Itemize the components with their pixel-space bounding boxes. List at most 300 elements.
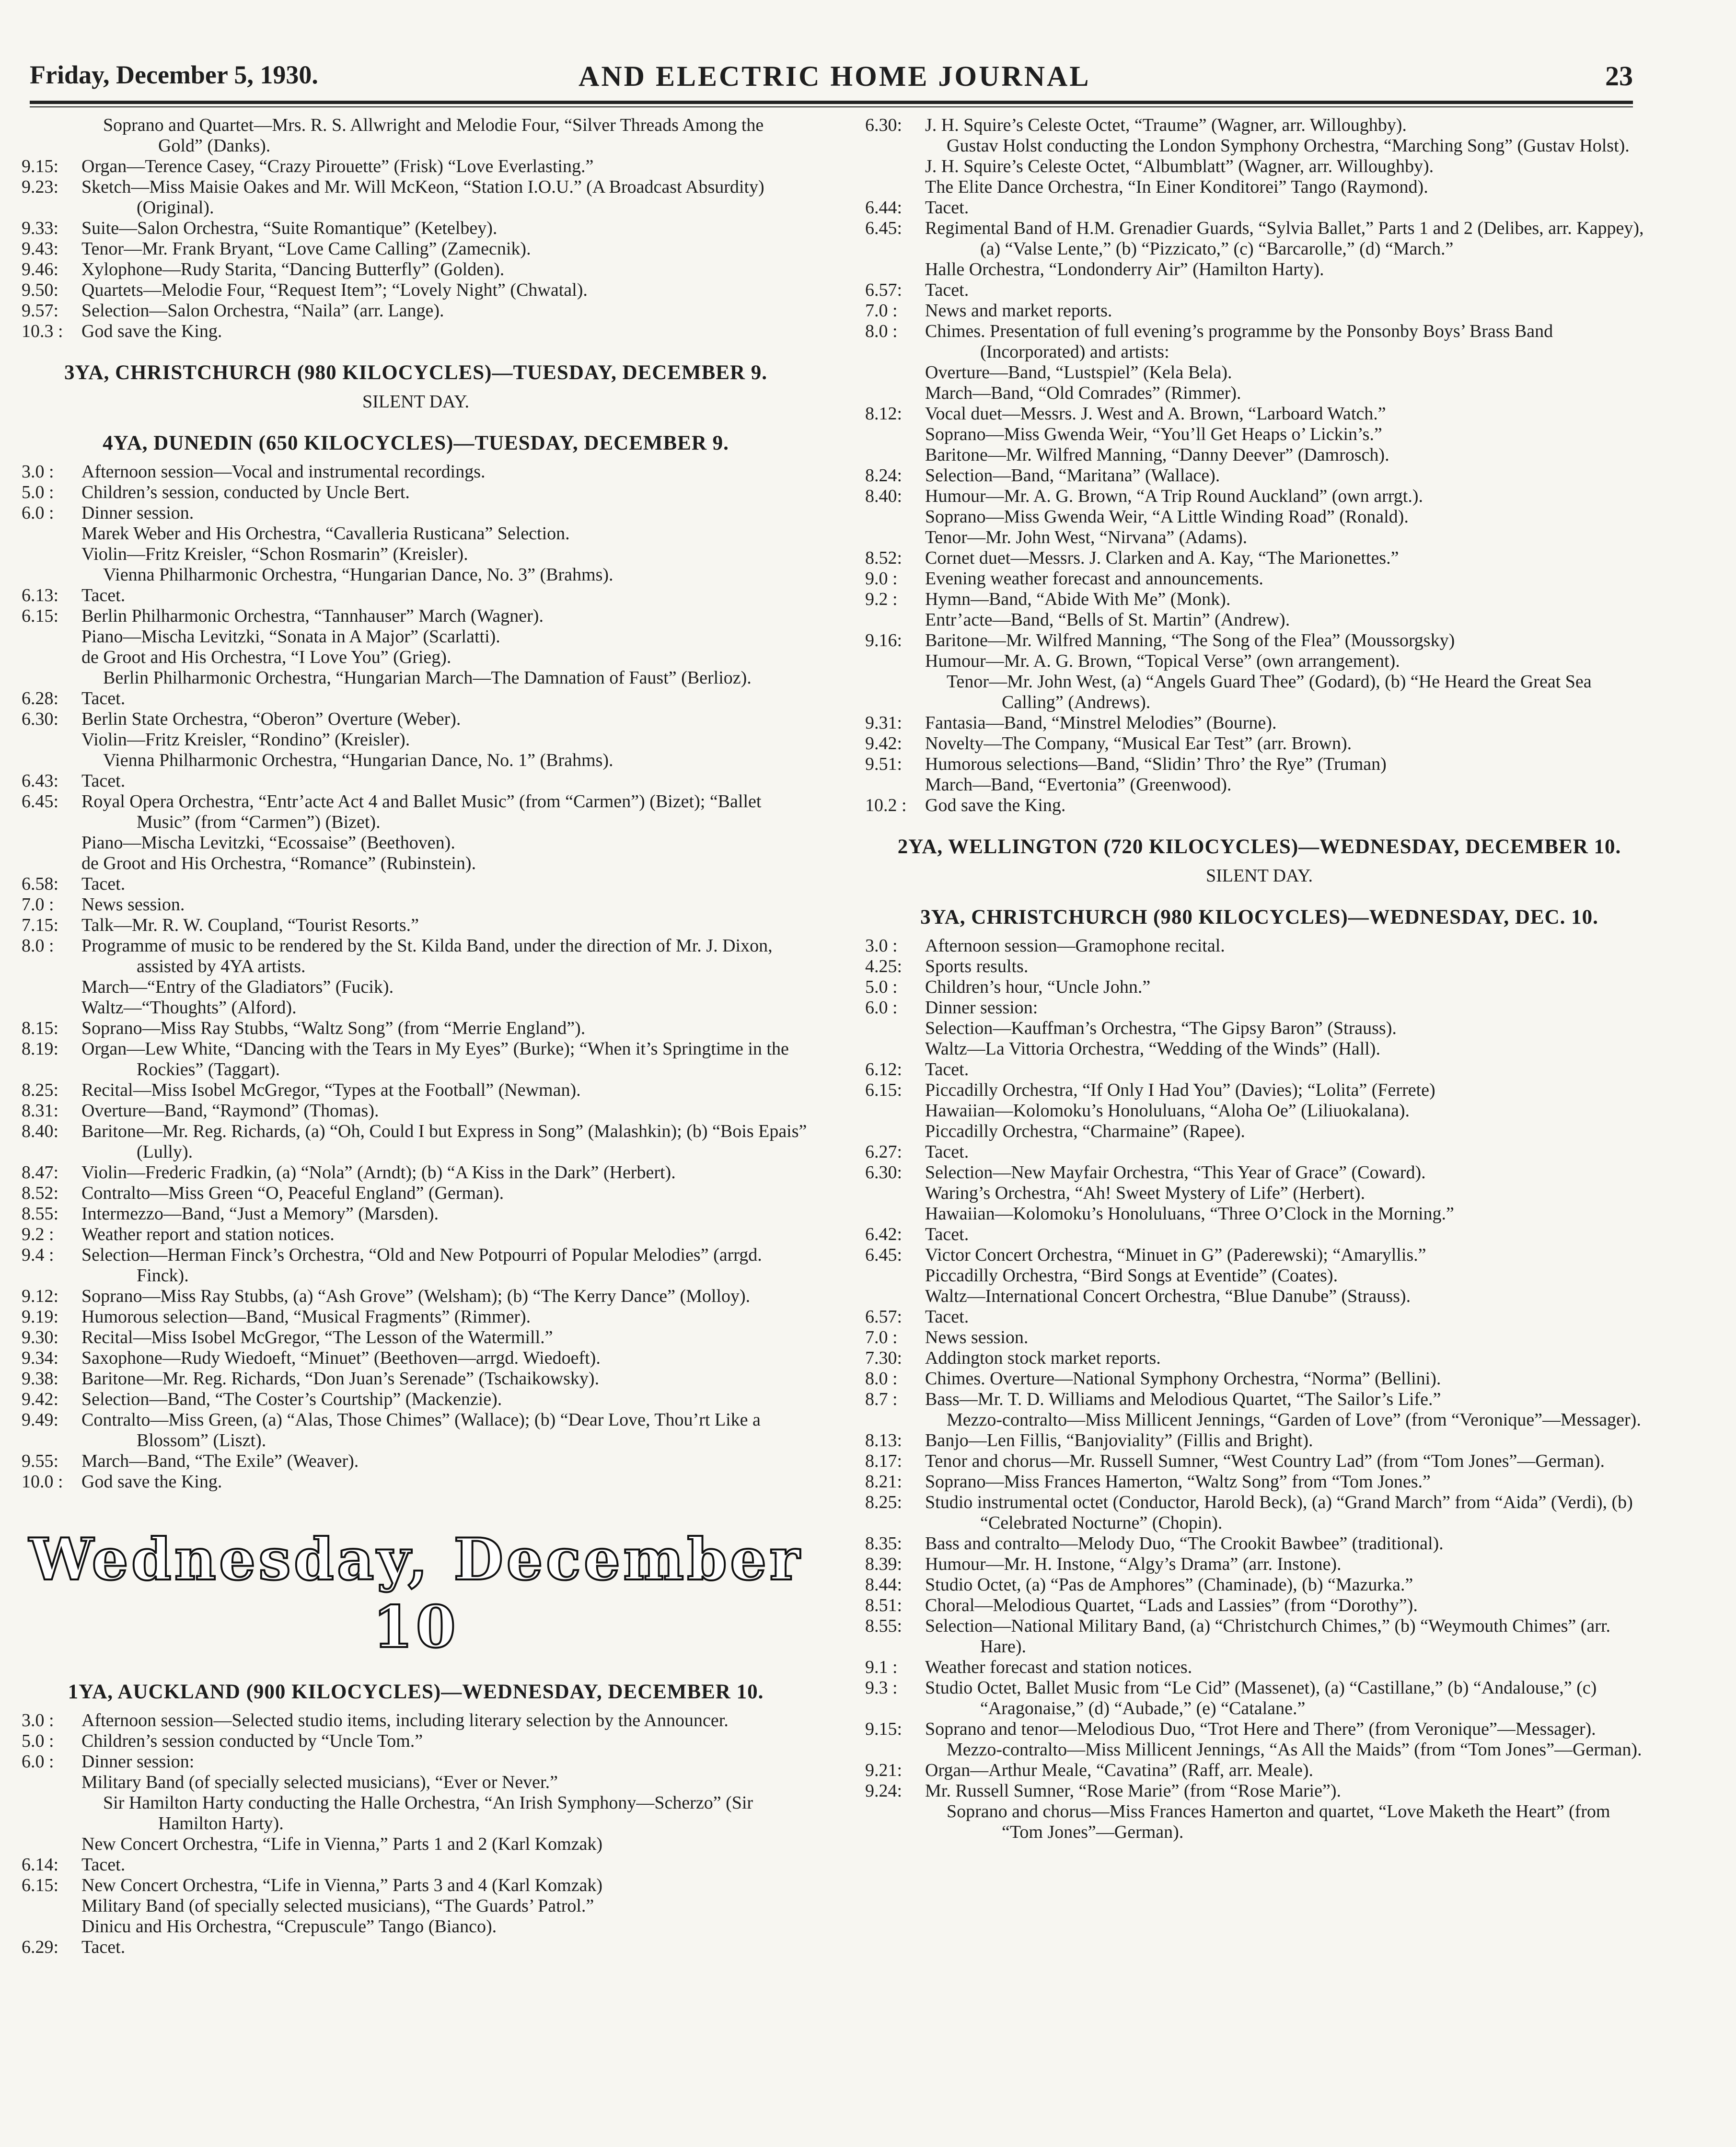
- programme-entry: [22, 177, 810, 218]
- entry-description: Xylophone—Rudy Starita, “Dancing Butterfly” (Golden).: [81, 259, 505, 279]
- entry-time: 9.2 :: [865, 589, 898, 609]
- programme-entry: [22, 156, 810, 177]
- programme-entry: [22, 239, 810, 259]
- entry-description: Tacet.: [81, 1855, 126, 1875]
- entry-time: [865, 1204, 925, 1224]
- entry-time: [865, 362, 925, 383]
- programme-entry: [22, 1410, 810, 1451]
- programme-entry: [865, 1183, 1654, 1204]
- programme-entry: [22, 1224, 810, 1245]
- programme-entry: [865, 1307, 1654, 1327]
- programme-entry: [865, 1781, 1654, 1801]
- programme-entry: [22, 482, 810, 503]
- entry-time: [865, 1183, 925, 1204]
- entry-time: 9.2 :: [22, 1224, 54, 1244]
- entry-time: 6.15:: [865, 1080, 903, 1100]
- silent-day-notice: SILENT DAY.: [1205, 866, 1313, 886]
- entry-description: New Concert Orchestra, “Life in Vienna,” Parts 3 and 4 (Karl Komzak): [81, 1875, 603, 1895]
- programme-entry: [865, 1059, 1654, 1080]
- programme-entry: [865, 1533, 1654, 1554]
- entry-time: [865, 156, 925, 177]
- entry-description: Tacet.: [925, 1059, 969, 1079]
- programme-entry: [865, 1018, 1654, 1039]
- programme-entry: [865, 610, 1654, 630]
- programme-entry: [865, 1678, 1654, 1719]
- programme-entry: [22, 1834, 810, 1855]
- programme-entry: [865, 754, 1654, 775]
- programme-entry: [22, 1018, 810, 1039]
- entry-time: 9.42:: [865, 733, 903, 754]
- entry-description: Soprano—Miss Frances Hamerton, “Waltz Song” from “Tom Jones.”: [925, 1472, 1431, 1492]
- programme-entry: [865, 956, 1654, 977]
- entry-description: Weather forecast and station notices.: [925, 1657, 1192, 1677]
- entry-time: [865, 383, 925, 404]
- entry-time: [865, 507, 925, 527]
- station-heading: 4YA, DUNEDIN (650 KILOCYCLES)—TUESDAY, DECEMBER 9.: [103, 432, 729, 454]
- entry-time: 9.43:: [22, 239, 59, 259]
- entry-description: Dinner session:: [81, 1752, 195, 1772]
- entry-description: Studio Octet, Ballet Music from “Le Cid” (Massenet), (a) “Castillane,” (b) “Andalouse,” (c) “Aragonaise,” (d) “Aubade,” (e) “Catalane.”: [925, 1678, 1597, 1718]
- entry-description: Soprano and Quartet—Mrs. R. S. Allwright and Melodie Four, “Silver Threads Among the Gold” (Danks).: [103, 115, 764, 156]
- programme-entry: [865, 1595, 1654, 1616]
- entry-description: Hymn—Band, “Abide With Me” (Monk).: [925, 589, 1231, 609]
- programme-entry: [865, 589, 1654, 610]
- entry-time: 6.15:: [22, 606, 59, 626]
- entry-time: 8.13:: [865, 1430, 903, 1451]
- entry-time: 8.40:: [865, 486, 903, 506]
- programme-entry: [22, 1752, 810, 1772]
- entry-time: 6.0 :: [865, 998, 898, 1018]
- programme-entry: [865, 424, 1654, 445]
- entry-time: 5.0 :: [22, 482, 54, 502]
- programme-entry: [865, 630, 1654, 651]
- programme-entry: [22, 218, 810, 239]
- entry-description: Overture—Band, “Raymond” (Thomas).: [81, 1101, 379, 1121]
- entry-description: Children’s hour, “Uncle John.”: [925, 977, 1151, 997]
- programme-entry: [865, 383, 1654, 404]
- entry-description: Cornet duet—Messrs. J. Clarken and A. Kay, “The Marionettes.”: [925, 548, 1399, 568]
- entry-time: 6.12:: [865, 1059, 903, 1079]
- entry-description: Baritone—Mr. Reg. Richards, “Don Juan’s Serenade” (Tschaikowsky).: [81, 1369, 600, 1389]
- entry-description: Baritone—Mr. Wilfred Manning, “The Song of the Flea” (Moussorgsky): [925, 630, 1455, 650]
- entry-description: Piccadilly Orchestra, “If Only I Had You” (Davies); “Lolita” (Ferrete): [925, 1080, 1435, 1100]
- programme-entry: [22, 894, 810, 915]
- entry-time: [865, 424, 925, 445]
- programme-entry: [865, 301, 1654, 321]
- programme-entry: [22, 1389, 810, 1410]
- entry-time: 9.49:: [22, 1410, 59, 1430]
- entry-description: Tacet.: [925, 1142, 969, 1162]
- programme-entry: [865, 1204, 1654, 1224]
- entry-description: Waltz—La Vittoria Orchestra, “Wedding of the Winds” (Hall).: [925, 1039, 1380, 1059]
- entry-description: Talk—Mr. R. W. Coupland, “Tourist Resorts.”: [81, 915, 419, 935]
- entry-time: 6.45:: [865, 1245, 903, 1265]
- programme-entry: [865, 713, 1654, 733]
- programme-entry: [865, 1245, 1654, 1265]
- entry-description: News session.: [81, 894, 185, 915]
- programme-entry: [22, 915, 810, 936]
- programme-entry: [865, 1162, 1654, 1183]
- programme-entry: [865, 507, 1654, 527]
- programme-entry: [865, 1142, 1654, 1162]
- station-heading: 3YA, CHRISTCHURCH (980 KILOCYCLES)—WEDNESDAY, DEC. 10.: [920, 906, 1598, 928]
- entry-time: 5.0 :: [22, 1731, 54, 1751]
- header-rule: [30, 101, 1633, 104]
- entry-time: 9.4 :: [22, 1245, 54, 1265]
- entry-time: 6.27:: [865, 1142, 903, 1162]
- programme-entry: [22, 565, 810, 585]
- programme-entry: [22, 1710, 810, 1731]
- entry-time: 8.55:: [22, 1204, 59, 1224]
- programme-entry: [22, 1937, 810, 1958]
- entry-description: Selection—Band, “The Coster’s Courtship” (Mackenzie).: [81, 1389, 502, 1409]
- entry-description: Tenor—Mr. Frank Bryant, “Love Came Calling” (Zamecnik).: [81, 239, 531, 259]
- programme-entry: [22, 259, 810, 280]
- entry-description: Military Band (of specially selected musicians), “Ever or Never.”: [81, 1772, 558, 1792]
- entry-time: 9.38:: [22, 1369, 59, 1389]
- entry-description: Selection—Herman Finck’s Orchestra, “Old and New Potpourri of Popular Melodies” (arrgd. Finck).: [81, 1245, 762, 1286]
- programme-entry: [865, 218, 1654, 259]
- programme-entry: [22, 688, 810, 709]
- programme-entry: [865, 1554, 1654, 1575]
- entry-description: Royal Opera Orchestra, “Entr’acte Act 4 and Ballet Music” (from “Carmen”) (Bizet); “Ballet Music” (from “Carmen”) (Bizet).: [81, 791, 762, 832]
- entry-time: 4.25:: [865, 956, 903, 976]
- programme-entry: [22, 1896, 810, 1916]
- entry-description: Waring’s Orchestra, “Ah! Sweet Mystery of Life” (Herbert).: [925, 1183, 1366, 1203]
- entry-time: 8.40:: [22, 1121, 59, 1141]
- entry-description: Organ—Arthur Meale, “Cavatina” (Raff, arr. Meale).: [925, 1760, 1313, 1780]
- entry-description: Sports results.: [925, 956, 1029, 976]
- programme-entry: [22, 1327, 810, 1348]
- entry-time: 7.0 :: [865, 1327, 898, 1347]
- entry-description: Weather report and station notices.: [81, 1224, 335, 1244]
- entry-description: Humorous selections—Band, “Slidin’ Thro’ the Rye” (Truman): [925, 754, 1387, 774]
- entry-time: [22, 115, 81, 156]
- programme-entry: [22, 1162, 810, 1183]
- entry-description: Bass—Mr. T. D. Williams and Melodious Quartet, “The Sailor’s Life.”: [925, 1389, 1441, 1409]
- entry-time: 9.16:: [865, 630, 903, 650]
- entry-time: [865, 1101, 925, 1121]
- entry-time: [865, 1265, 925, 1286]
- entry-description: Vienna Philharmonic Orchestra, “Hungarian Dance, No. 3” (Brahms).: [103, 565, 613, 585]
- entry-description: Violin—Fritz Kreisler, “Rondino” (Kreisler).: [81, 730, 410, 750]
- entry-time: 7.30:: [865, 1348, 903, 1368]
- programme-entry: [865, 465, 1654, 486]
- entry-time: [22, 833, 81, 853]
- entry-description: Afternoon session—Vocal and instrumental recordings.: [81, 462, 486, 482]
- programme-entry: [22, 1731, 810, 1752]
- programme-entry: [22, 1080, 810, 1101]
- entry-time: 8.35:: [865, 1533, 903, 1554]
- entry-description: God save the King.: [81, 321, 222, 341]
- entry-time: 9.50:: [22, 280, 59, 300]
- programme-entry: [865, 548, 1654, 569]
- entry-time: 9.15:: [22, 156, 59, 176]
- programme-entry: [865, 259, 1654, 280]
- entry-description: Tenor—Mr. John West, (a) “Angels Guard Thee” (Godard), (b) “He Heard the Great Sea Calling” (Andrews).: [947, 672, 1592, 712]
- entry-time: [22, 544, 81, 565]
- entry-time: 8.25:: [22, 1080, 59, 1100]
- entry-description: Selection—Band, “Maritana” (Wallace).: [925, 465, 1220, 486]
- programme-entry: [22, 647, 810, 668]
- programme-entry: [22, 750, 810, 771]
- programme-entry: [865, 672, 1654, 713]
- entry-time: 8.44:: [865, 1575, 903, 1595]
- programme-entry: [22, 1039, 810, 1080]
- entry-description: Soprano and chorus—Miss Frances Hamerton and quartet, “Love Maketh the Heart” (from “Tom Jones”—German).: [947, 1801, 1610, 1842]
- entry-time: [865, 259, 925, 280]
- programme-entry: [865, 197, 1654, 218]
- page-header: [30, 60, 1633, 98]
- entry-description: Soprano—Miss Ray Stubbs, (a) “Ash Grove” (Welsham); (b) “The Kerry Dance” (Molloy).: [81, 1286, 751, 1306]
- entry-description: Piccadilly Orchestra, “Charmaine” (Rapee).: [925, 1121, 1245, 1141]
- programme-entry: [22, 1121, 810, 1162]
- entry-time: 9.55:: [22, 1451, 59, 1471]
- programme-entry: [22, 1286, 810, 1307]
- entry-time: [865, 445, 925, 465]
- entry-time: 9.46:: [22, 259, 59, 279]
- entry-time: [22, 627, 81, 647]
- programme-entry: [865, 527, 1654, 548]
- entry-time: 6.0 :: [22, 503, 54, 523]
- programme-entry: [865, 1080, 1654, 1101]
- programme-entry: [865, 445, 1654, 465]
- entry-description: Tacet.: [81, 874, 126, 894]
- programme-entry: [22, 853, 810, 874]
- entry-description: Baritone—Mr. Wilfred Manning, “Danny Deever” (Damrosch).: [925, 445, 1389, 465]
- entry-time: 6.45:: [865, 218, 903, 238]
- entry-description: de Groot and His Orchestra, “I Love You” (Grieg).: [81, 647, 451, 667]
- entry-description: Sir Hamilton Harty conducting the Halle Orchestra, “An Irish Symphony—Scherzo” (Sir Hamilton Harty).: [103, 1793, 753, 1834]
- entry-description: Vienna Philharmonic Orchestra, “Hungarian Dance, No. 1” (Brahms).: [103, 750, 613, 770]
- entry-time: 6.43:: [22, 771, 59, 791]
- programme-entry: [865, 1740, 1654, 1760]
- entry-description: March—Band, “Old Comrades” (Rimmer).: [925, 383, 1241, 403]
- entry-time: [865, 177, 925, 197]
- programme-entry: [865, 486, 1654, 507]
- programme-entry: [865, 115, 1654, 136]
- entry-time: 8.47:: [22, 1162, 59, 1183]
- programme-entry: [22, 791, 810, 833]
- entry-description: Berlin State Orchestra, “Oberon” Overture (Weber).: [81, 709, 461, 729]
- entry-time: [22, 1916, 81, 1937]
- entry-time: [22, 750, 81, 771]
- programme-entry: [865, 1472, 1654, 1492]
- programme-entry: [865, 1801, 1654, 1843]
- entry-time: [22, 1834, 81, 1855]
- left-column: [22, 115, 810, 1958]
- entry-description: Humour—Mr. H. Instone, “Algy’s Drama” (arr. Instone).: [925, 1554, 1342, 1574]
- entry-time: 3.0 :: [22, 462, 54, 482]
- entry-time: 7.0 :: [865, 301, 898, 321]
- programme-entry: [865, 1719, 1654, 1740]
- entry-time: [865, 1121, 925, 1142]
- programme-entry: [865, 569, 1654, 589]
- entry-time: 8.31:: [22, 1101, 59, 1121]
- entry-time: 9.23:: [22, 177, 59, 197]
- programme-entry: [22, 503, 810, 523]
- programme-entry: [22, 544, 810, 565]
- programme-entry: [22, 1451, 810, 1472]
- programme-entry: [865, 136, 1654, 156]
- programme-entry: [22, 977, 810, 998]
- entry-description: Regimental Band of H.M. Grenadier Guards, “Sylvia Ballet,” Parts 1 and 2 (Delibes, arr. Kappey), (a) “Valse Lente,” (b) “Pizzicato,” (c) “Barcarolle,” (d) “March.”: [925, 218, 1644, 259]
- entry-time: 9.3 :: [865, 1678, 898, 1698]
- entry-time: 8.0 :: [865, 1369, 898, 1389]
- station-heading: 2YA, WELLINGTON (720 KILOCYCLES)—WEDNESDAY, DECEMBER 10.: [897, 836, 1621, 858]
- entry-time: 8.15:: [22, 1018, 59, 1038]
- entry-description: Dinicu and His Orchestra, “Crepuscule” Tango (Bianco).: [81, 1916, 497, 1937]
- entry-description: Selection—National Military Band, (a) “Christchurch Chimes,” (b) “Weymouth Chimes” (arr. Hare).: [925, 1616, 1611, 1657]
- entry-description: Tacet.: [81, 1937, 126, 1957]
- entry-description: Mezzo-contralto—Miss Millicent Jennings, “Garden of Love” (from “Veronique”—Messager).: [947, 1410, 1641, 1430]
- entry-time: [22, 1772, 81, 1793]
- entry-description: Suite—Salon Orchestra, “Suite Romantique” (Ketelbey).: [81, 218, 498, 238]
- entry-time: [865, 1410, 925, 1430]
- programme-entry: [22, 321, 810, 342]
- entry-description: Entr’acte—Band, “Bells of St. Martin” (Andrew).: [925, 610, 1290, 630]
- header-rule-thin: [30, 106, 1633, 107]
- entry-description: Tenor and chorus—Mr. Russell Sumner, “West Country Lad” (from “Tom Jones”—German).: [925, 1451, 1605, 1471]
- entry-description: Quartets—Melodie Four, “Request Item”; “Lovely Night” (Chwatal).: [81, 280, 588, 300]
- entry-time: [22, 1896, 81, 1916]
- entry-time: 8.19:: [22, 1039, 59, 1059]
- entry-time: 8.0 :: [22, 936, 54, 956]
- entry-description: Children’s session conducted by “Uncle Tom.”: [81, 1731, 423, 1751]
- entry-time: 8.55:: [865, 1616, 903, 1636]
- entry-time: 8.51:: [865, 1595, 903, 1615]
- entry-description: Dinner session.: [81, 503, 194, 523]
- entry-description: God save the King.: [925, 795, 1066, 815]
- entry-time: [865, 651, 925, 672]
- entry-time: 9.51:: [865, 754, 903, 774]
- entry-description: Organ—Lew White, “Dancing with the Tears in My Eyes” (Burke); “When it’s Springtime in the Rockies” (Taggart).: [81, 1039, 789, 1079]
- programme-entry: [22, 668, 810, 688]
- entry-description: Intermezzo—Band, “Just a Memory” (Marsden).: [81, 1204, 439, 1224]
- entry-description: Piano—Mischa Levitzki, “Ecossaise” (Beethoven).: [81, 833, 455, 853]
- programme-entry: [22, 730, 810, 750]
- entry-description: Overture—Band, “Lustspiel” (Kela Bela).: [925, 362, 1232, 383]
- issue-date: Friday, December 5, 1930.: [30, 60, 318, 89]
- entry-time: 8.12:: [865, 404, 903, 424]
- entry-description: Berlin Philharmonic Orchestra, “Hungarian March—The Damnation of Faust” (Berlioz).: [103, 668, 752, 688]
- entry-time: 6.30:: [865, 1162, 903, 1183]
- programme-entry: [865, 1760, 1654, 1781]
- entry-time: 5.0 :: [865, 977, 898, 997]
- entry-time: [22, 523, 81, 544]
- entry-time: 6.58:: [22, 874, 59, 894]
- programme-entry: [22, 771, 810, 791]
- entry-description: Tacet.: [925, 197, 969, 218]
- entry-time: 9.30:: [22, 1327, 59, 1347]
- entry-description: Mezzo-contralto—Miss Millicent Jennings, “As All the Maids” (from “Tom Jones”—German).: [947, 1740, 1642, 1760]
- entry-description: Banjo—Len Fillis, “Banjoviality” (Fillis and Bright).: [925, 1430, 1313, 1451]
- entry-time: 8.21:: [865, 1472, 903, 1492]
- entry-time: [865, 1018, 925, 1039]
- entry-description: Saxophone—Rudy Wiedoeft, “Minuet” (Beethoven—arrgd. Wiedoeft).: [81, 1348, 601, 1368]
- programme-entry: [865, 1101, 1654, 1121]
- entry-description: March—“Entry of the Gladiators” (Fucik).: [81, 977, 394, 997]
- entry-time: 6.14:: [22, 1855, 59, 1875]
- programme-entry: [22, 301, 810, 321]
- entry-description: Tacet.: [81, 585, 126, 605]
- programme-entry: [22, 998, 810, 1018]
- entry-description: Evening weather forecast and announcements.: [925, 569, 1263, 589]
- entry-description: Vocal duet—Messrs. J. West and A. Brown, “Larboard Watch.”: [925, 404, 1386, 424]
- entry-description: Humour—Mr. A. G. Brown, “Topical Verse” (own arrangement).: [925, 651, 1400, 671]
- journal-title: AND ELECTRIC HOME JOURNAL: [579, 60, 1091, 92]
- programme-entry: [865, 1657, 1654, 1678]
- entry-description: March—Band, “The Exile” (Weaver).: [81, 1451, 359, 1471]
- entry-time: [865, 1286, 925, 1307]
- entry-description: Waltz—International Concert Orchestra, “Blue Danube” (Strauss).: [925, 1286, 1411, 1306]
- programme-entry: [22, 523, 810, 544]
- programme-entry: [865, 404, 1654, 424]
- programme-entry: [865, 1121, 1654, 1142]
- programme-entry: [865, 1575, 1654, 1595]
- programme-entry: [22, 1772, 810, 1793]
- entry-description: Hawaiian—Kolomoku’s Honoluluans, “Aloha Oe” (Liliuokalana).: [925, 1101, 1410, 1121]
- entry-description: Humour—Mr. A. G. Brown, “A Trip Round Auckland” (own arrgt.).: [925, 486, 1423, 506]
- entry-description: Violin—Fritz Kreisler, “Schon Rosmarin” (Kreisler).: [81, 544, 468, 564]
- entry-description: Violin—Frederic Fradkin, (a) “Nola” (Arndt); (b) “A Kiss in the Dark” (Herbert).: [81, 1162, 676, 1183]
- programme-entry: [22, 1183, 810, 1204]
- programme-entry: [865, 156, 1654, 177]
- entry-time: [865, 610, 925, 630]
- entry-description: Choral—Melodious Quartet, “Lads and Lassies” (from “Dorothy”).: [925, 1595, 1418, 1615]
- entry-description: The Elite Dance Orchestra, “In Einer Konditorei” Tango (Raymond).: [925, 177, 1428, 197]
- entry-description: Studio Octet, (a) “Pas de Amphores” (Chaminade), (b) “Mazurka.”: [925, 1575, 1413, 1595]
- entry-description: Tacet.: [925, 1307, 969, 1327]
- entry-description: Sketch—Miss Maisie Oakes and Mr. Will McKeon, “Station I.O.U.” (A Broadcast Absurdity) (Original).: [81, 177, 764, 218]
- programme-entry: [865, 651, 1654, 672]
- entry-description: Marek Weber and His Orchestra, “Cavalleria Rusticana” Selection.: [81, 523, 570, 544]
- entry-description: Afternoon session—Selected studio items, including literary selection by the Announcer.: [81, 1710, 729, 1730]
- programme-entry: [865, 998, 1654, 1018]
- entry-description: Hawaiian—Kolomoku’s Honoluluans, “Three O’Clock in the Morning.”: [925, 1204, 1454, 1224]
- programme-entry: [865, 280, 1654, 301]
- entry-time: 6.29:: [22, 1937, 59, 1957]
- entry-description: Piccadilly Orchestra, “Bird Songs at Eventide” (Coates).: [925, 1265, 1338, 1286]
- programme-entry: [22, 1472, 810, 1492]
- entry-description: Tacet.: [81, 688, 126, 708]
- entry-time: 9.24:: [865, 1781, 903, 1801]
- entry-description: Addington stock market reports.: [925, 1348, 1161, 1368]
- entry-time: 6.44:: [865, 197, 903, 218]
- programme-entry: [865, 1369, 1654, 1389]
- entry-time: [865, 775, 925, 795]
- day-heading: Wednesday, December 10: [29, 1526, 803, 1661]
- entry-time: 8.0 :: [865, 321, 898, 341]
- programme-entry: [865, 795, 1654, 816]
- entry-description: J. H. Squire’s Celeste Octet, “Albumblatt” (Wagner, arr. Willoughby).: [925, 156, 1434, 176]
- programme-entry: [865, 1410, 1654, 1430]
- entry-time: [865, 1740, 925, 1760]
- right-column: [865, 115, 1654, 1843]
- entry-time: 8.52:: [865, 548, 903, 568]
- entry-time: [22, 853, 81, 874]
- entry-description: J. H. Squire’s Celeste Octet, “Traume” (Wagner, arr. Willoughby).: [925, 115, 1407, 135]
- entry-description: Contralto—Miss Green, (a) “Alas, Those Chimes” (Wallace); (b) “Dear Love, Thou’rt Like a Blossom” (Liszt).: [81, 1410, 761, 1451]
- entry-time: 8.24:: [865, 465, 903, 486]
- entry-time: 6.28:: [22, 688, 59, 708]
- page-number: 23: [1605, 60, 1633, 92]
- programme-entry: [865, 733, 1654, 754]
- entry-description: Bass and contralto—Melody Duo, “The Crookit Bawbee” (traditional).: [925, 1533, 1444, 1554]
- entry-time: 6.15:: [22, 1875, 59, 1895]
- entry-time: [865, 136, 925, 156]
- programme-entry: [865, 1224, 1654, 1245]
